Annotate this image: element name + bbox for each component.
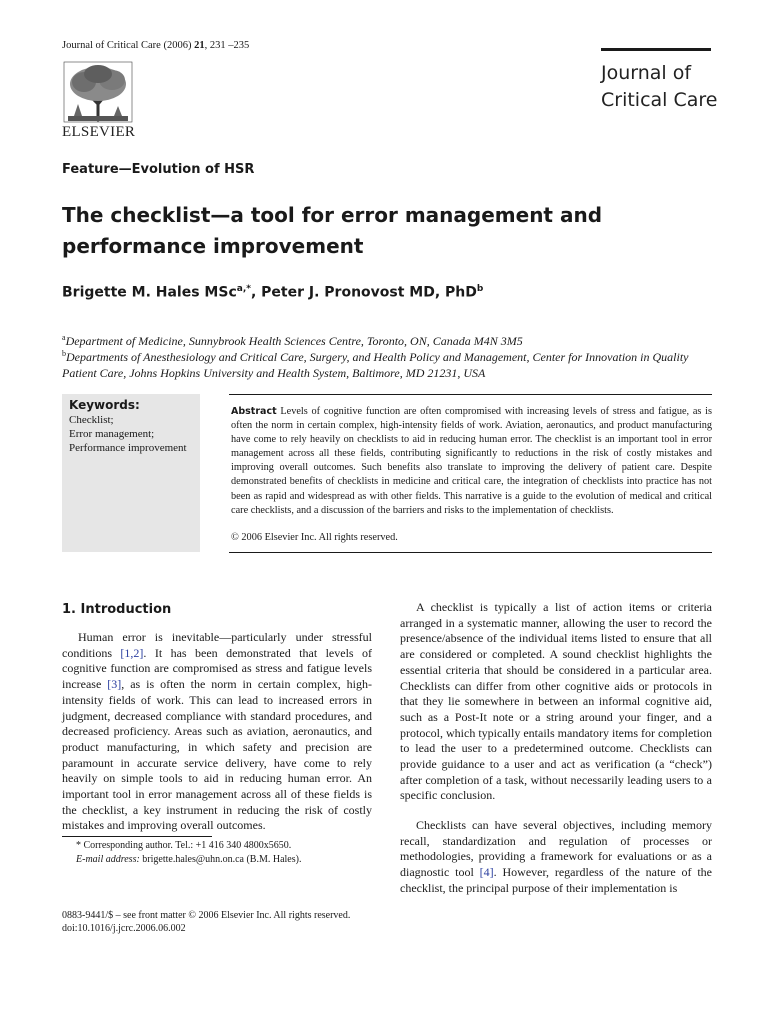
abstract-text: Levels of cognitive function are often compromised with increasing levels of stress and fatigue, as is often the norm in certain complex, high-intensity fields of work. Aviation, aeronautics, and product manufacturing have come to rely heavily on checklists to aid in reducing human error. The checklist is an important tool in error management across all these fields, contributing significantly to reductions in the risk of costly mistakes and improving overall outcomes. Such benefits also translate to improving the delivery of patient care. Despite demonstrated benefits of checklists in medicine and critical care, the integration of checklists into practice has not been as rapid and widespread as with other fields. This narrative is a guide to the evolution of medical and critical care checklists, and a discussion of the barriers and risks to the implementation of checklists. [231, 406, 712, 516]
journal-name-rule [601, 48, 711, 51]
citation-pages: , 231 –235 [204, 40, 250, 51]
author-affiliation-marker: b [476, 284, 484, 294]
section-heading-introduction: 1. Introduction [62, 602, 172, 617]
section-label: Feature—Evolution of HSR [62, 162, 255, 177]
intro-paragraph: A checklist is typically a list of action items or criteria arranged in a systematic manner, allowing the user to record the presence/absence of the individual items listed to ensure that all are considered or completed. A sound checklist highlights the essential criteria that should be considered in a particular area. Checklists can differ from other cognitive aids or protocols in that they lie somewhere in between an informal cognitive aid, such as a Post-It note or a string around your finger, and a protocol, which typically entails mandatory items for completion to lead the user to a predetermined outcome. Checklists can provide guidance to a user and act as verification (a “check”) after completion of a task, without necessarily leading users to a specific conclusion. [400, 600, 712, 803]
paragraph-text: . It has been demonstrated that levels of cognitive function are compromised as stress and fatigue levels increase [62, 645, 372, 692]
paragraph-text: Checklists can have several objectives, including memory recall, standardization and regulation of processes or methodologies, providing a framework for evaluations or as a diagnostic tool [400, 818, 712, 880]
abstract-label: Abstract [231, 406, 277, 417]
abstract-copyright: © 2006 Elsevier Inc. All rights reserved. [231, 532, 398, 543]
journal-citation [62, 40, 249, 51]
reference-link[interactable]: [3] [107, 677, 122, 692]
doi-line: doi:10.1016/j.jcrc.2006.06.002 [62, 923, 186, 934]
paragraph-text: . However, regardless of the nature of the checklist, the principal purpose of their implementation is [400, 865, 712, 895]
keyword-item: Error management; [69, 428, 155, 440]
author-name: Brigette M. Hales MSc [62, 284, 237, 301]
keywords-box [62, 394, 200, 552]
affiliation-text: Departments of Anesthesiology and Critical Care, Surgery, and Health Policy and Management, Center for Innovation in Quality Patient Care, Johns Hopkins University and Health System, Baltimore, MD 21231, USA [62, 350, 689, 380]
intro-paragraph [400, 818, 712, 897]
intro-paragraph [62, 630, 372, 834]
reference-link[interactable]: [4] [479, 865, 494, 880]
article-title: The checklist—a tool for error management and performance improvement [62, 203, 603, 258]
citation-volume: 21 [194, 40, 205, 51]
affiliation-text: Department of Medicine, Sunnybrook Health Sciences Centre, Toronto, ON, Canada M4N 3M5 [65, 334, 523, 348]
author-list [62, 284, 483, 301]
affiliation-marker: b [62, 349, 66, 358]
email-value: brigette.hales@uhn.on.ca (B.M. Hales). [139, 854, 302, 865]
issn-line: 0883-9441/$ – see front matter © 2006 Elsevier Inc. All rights reserved. [62, 910, 351, 921]
author-affiliation-marker: a,* [236, 284, 251, 294]
footnote-corresponding-author: * Corresponding author. Tel.: +1 416 340 4800x5650. [76, 840, 292, 851]
footnote-rule [62, 836, 212, 837]
citation-prefix: Journal of Critical Care (2006) [62, 40, 192, 51]
paragraph-text: , as is often the norm in certain complex, high-intensity fields of work. This can lead to increased errors in judgment, decreased compliance with standard procedures, and decreased proficiency. Areas such as aviation, aeronautics, and product manufacturing, in which safety and precision are paramount in accurate service delivery, have come to rely heavily on simple tools to aid in reducing human error. An important tool in error management across all of these fields is the checklist, a key instrument in reducing the risk of costly mistakes and improving overall outcomes. [62, 677, 372, 833]
footnote-email [76, 853, 301, 867]
journal-name: Journal of Critical Care [601, 62, 718, 111]
affiliation [62, 346, 714, 381]
abstract-rule-top [229, 394, 712, 395]
keywords-title: Keywords: [69, 398, 140, 412]
reference-link[interactable]: [1,2] [120, 645, 144, 660]
keyword-item: Performance improvement [69, 442, 187, 454]
abstract-rule-bottom [229, 552, 712, 553]
keyword-item: Checklist; [69, 414, 114, 426]
author-separator: , [250, 284, 262, 301]
email-label: E-mail address: [76, 854, 140, 865]
abstract [231, 405, 712, 518]
paragraph-text: Human error is inevitable—particularly under stressful conditions [62, 630, 372, 660]
affiliation-marker: a [62, 333, 66, 342]
author-name: Peter J. Pronovost MD, PhD [261, 284, 477, 301]
publisher-logo-text: ELSEVIER [62, 124, 136, 140]
